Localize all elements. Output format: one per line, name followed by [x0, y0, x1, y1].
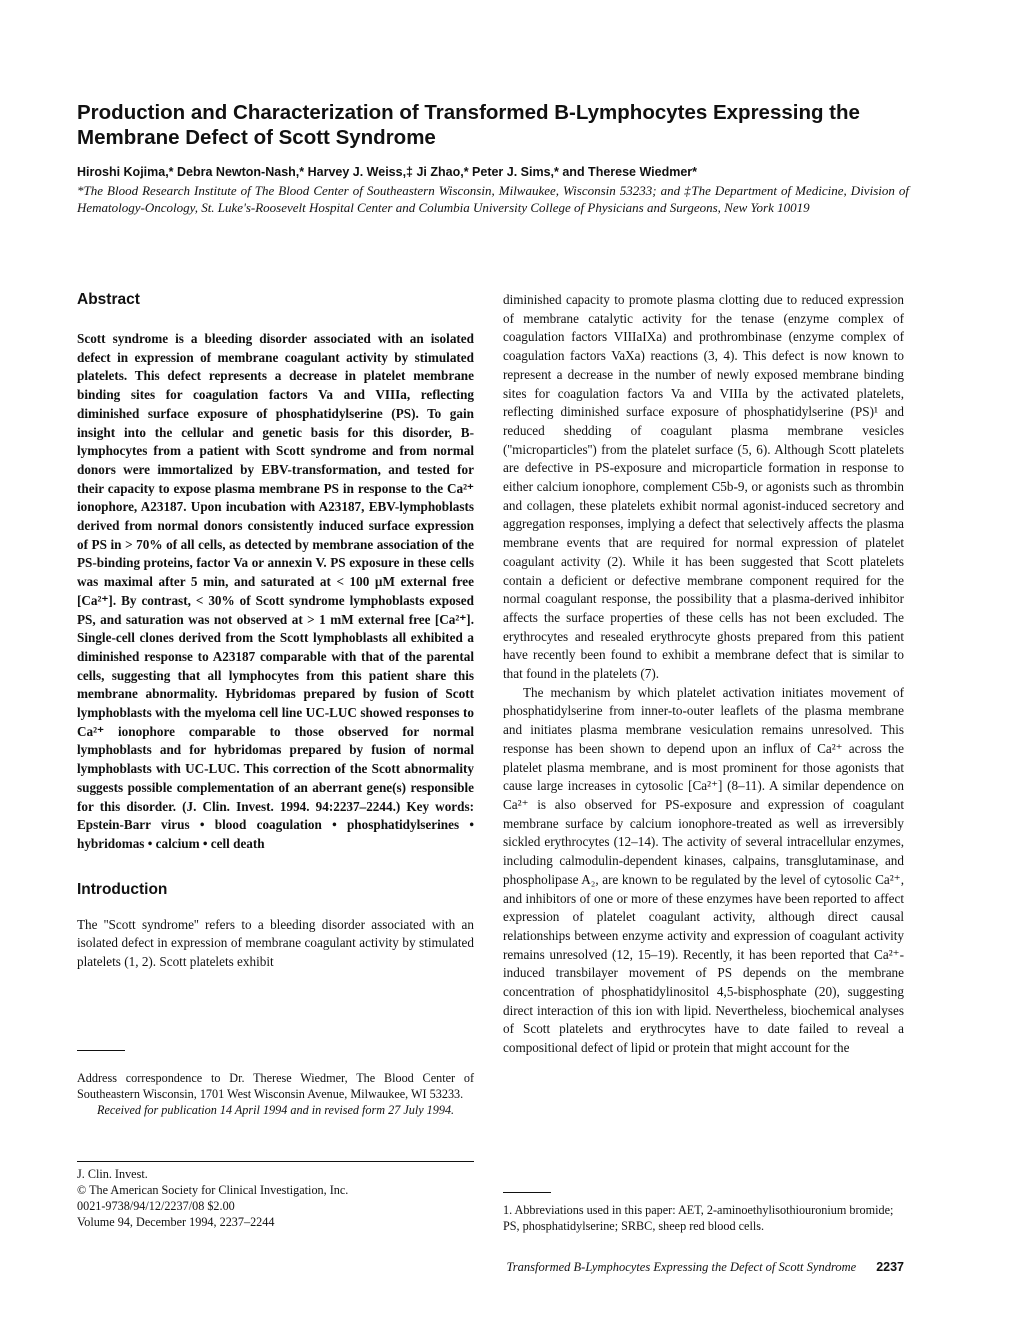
- volume-line: Volume 94, December 1994, 2237–2244: [77, 1215, 275, 1229]
- abbreviations-footnote: [503, 1192, 904, 1234]
- introduction-text: The ''Scott syndrome'' refers to a bleeding disorder associated with an isolated defect in expression of membrane coagulant activity by stimulated platelets (1, 2). Scott platelets exhibit: [77, 916, 474, 970]
- page-number: 2237: [876, 1260, 904, 1274]
- journal-info-rule: [77, 1161, 474, 1162]
- body-paragraph: diminished capacity to promote plasma clotting due to reduced expression of membrane catalytic activity for the tenase (enzyme complex of coagulation factors VIIIaIXa) and prothrombinase (enzyme complex of coagulation factors VaXa) reactions (3, 4). This defect is now known to represent a decrease in the number of newly exposed membrane binding sites for coagulation factors Va and VIIIa by the activated platelets, reflecting diminished surface exposure of phosphatidylserine (PS)¹ and reduced shedding of coagulant plasma membrane vesicles (''microparticles'') from the platelet surface (5, 6). Although Scott platelets are defective in PS-exposure and microparticle formation in response to either calcium ionophore, complement C5b-9, or agonists such as thrombin and collagen, these platelets exhibit normal agonist-induced secretory and aggregation responses, implying a defect that selectively affects the plasma membrane events that are required for normal expression of platelet coagulant activity (2). While it has been suggested that Scott platelets contain a deficient or defective membrane component required for the normal coagulant response, the possibility that a plasma-derived inhibitor affects the surface properties of these cells has not been excluded. The erythrocytes and resealed erythrocyte ghosts prepared from this patient have recently been found to exhibit a membrane defect that is similar to that found in the platelets (7).: [503, 292, 904, 682]
- introduction-heading: Introduction: [77, 880, 168, 898]
- correspondence-footnote: [77, 1050, 474, 1118]
- copyright-line: © The American Society for Clinical Investigation, Inc.: [77, 1183, 349, 1197]
- abstract-text: Scott syndrome is a bleeding disorder associated with an isolated defect in expression of membrane coagulant activity by stimulated platelets. This defect represents a decrease in platelet membrane binding sites for coagulation factors Va and VIIIa, reflecting diminished surface exposure of phosphatidylserine (PS). To gain insight into the cellular and genetic basis for this disorder, B-lymphocytes from a patient with Scott syndrome and from normal donors were immortalized by EBV-transformation, and tested for their capacity to expose plasma membrane PS in response to the Ca²⁺ ionophore, A23187. Upon incubation with A23187, EBV-lymphoblasts derived from normal donors consistently induced surface expression of PS in > 70% of all cells, as detected by membrane association of the PS-binding proteins, factor Va or annexin V. PS exposure in these cells was maximal after 5 min, and saturated at < 100 µM external free [Ca²⁺]. By contrast, < 30% of Scott syndrome lymphoblasts exposed PS, and saturation was not observed at > 1 mM external free [Ca²⁺]. Single-cell clones derived from the Scott lymphoblasts all exhibited a diminished response to A23187 comparable with that of the parental cells, suggesting that all lymphocytes from this patient share this membrane abnormality. Hybridomas prepared by fusion of Scott lymphoblasts with the myeloma cell line UC-LUC showed responses to Ca²⁺ ionophore comparable to those observed for normal lymphoblasts and for hybridomas prepared by fusion of normal lymphoblasts with UC-LUC. This correction of the Scott abnormality suggests possible complementation of an aberrant gene(s) responsible for this disorder. (J. Clin. Invest. 1994. 94:2237–2244.) Key words: Epstein-Barr virus • blood coagulation • phosphatidylserines • hybridomas • calcium • cell death: [77, 331, 474, 851]
- left-column: [77, 290, 474, 985]
- issn-line: 0021-9738/94/12/2237/08 $2.00: [77, 1199, 235, 1213]
- right-column: [503, 291, 904, 1058]
- journal-name: J. Clin. Invest.: [77, 1167, 148, 1181]
- body-paragraph: The mechanism by which platelet activation initiates movement of phosphatidylserine from inner-to-outer leaflets of the plasma membrane and initiates plasma membrane vesiculation remains unresolved. This response has been shown to depend upon an influx of Ca²⁺ across the platelet plasma membrane, and is most prominent for those agonists that cause large increases in cytosolic [Ca²⁺] (8–11). A similar dependence on Ca²⁺ is also observed for PS-exposure and expression of coagulant membrane surface by calcium ionophore-treated as well as irreversibly sickled erythrocytes (12–14). The activity of several intracellular enzymes, including calmodulin-dependent kinases, calpains, transglutaminase, and phospholipase A₂, are known to be regulated by the level of cytosolic Ca²⁺, and inhibitors of one or more of these enzymes have been reported to affect expression of platelet coagulant activity, although direct causal relationships between enzyme activity and expression of coagulant activity remains unresolved (12, 15–19). Recently, it has been reported that Ca²⁺-induced transbilayer movement of PS depends on the membrane concentration of phosphatidylinositol 4,5-bisphosphate (20), suggesting direct interaction of this ion with lipid. Nevertheless, biochemical analyses of Scott platelets and erythrocytes have to date failed to reveal a compositional defect of lipid or protein that might account for the: [503, 684, 904, 1056]
- running-footer: [450, 1259, 904, 1275]
- author-affiliation: *The Blood Research Institute of The Blood Center of Southeastern Wisconsin, Milwaukee, Wisconsin 53233; and ‡The Department of Medicine, Division of Hematology-Oncology, St. Luke's-Roosevelt Hospital Center and Columbia University College of Physicians and Surgeons, New York 10019: [77, 183, 909, 215]
- journal-info: [77, 1166, 474, 1230]
- abstract-heading: Abstract: [77, 291, 140, 308]
- correspondence-address: Address correspondence to Dr. Therese Wiedmer, The Blood Center of Southeastern Wisconsin, 1701 West Wisconsin Avenue, Milwaukee, WI 53233.: [77, 1071, 474, 1101]
- abbreviations-text: 1. Abbreviations used in this paper: AET, 2-aminoethylisothiouronium bromide; PS, phosphatidylserine; SRBC, sheep red blood cells.: [503, 1203, 894, 1233]
- received-dates: Received for publication 14 April 1994 and in revised form 27 July 1994.: [97, 1103, 455, 1117]
- running-title: Transformed B-Lymphocytes Expressing the Defect of Scott Syndrome: [506, 1260, 857, 1274]
- article-title: Production and Characterization of Transformed B-Lymphocytes Expressing the Membrane Defect of Scott Syndrome: [77, 101, 860, 149]
- footnote-rule: [77, 1050, 125, 1051]
- footnote-rule: [503, 1192, 551, 1193]
- author-list: Hiroshi Kojima,* Debra Newton-Nash,* Harvey J. Weiss,‡ Ji Zhao,* Peter J. Sims,* and Therese Wiedmer*: [77, 165, 698, 179]
